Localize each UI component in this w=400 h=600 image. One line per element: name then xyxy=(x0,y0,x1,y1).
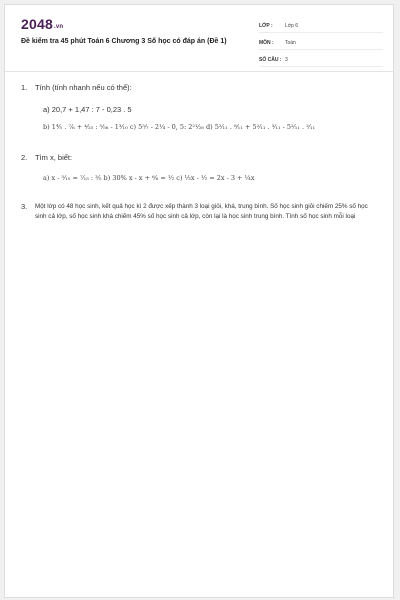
logo-tld: .vn xyxy=(53,24,64,30)
question-number: 3. xyxy=(21,202,28,211)
question-text: Tìm x, biết: xyxy=(35,153,73,162)
site-logo[interactable] xyxy=(21,16,63,32)
meta-row-subject xyxy=(259,36,383,50)
meta-label-class: LỚP : xyxy=(259,22,273,29)
question-1 xyxy=(21,83,381,93)
meta-panel xyxy=(259,19,383,70)
question-1-part-a: a) 20,7 + 1,47 : 7 - 0,23 . 5 xyxy=(43,105,132,114)
meta-value-class: Lớp 6 xyxy=(285,22,299,29)
meta-value-subject: Toán xyxy=(285,39,296,46)
question-1-part-b: b) 1⅘ . ⁷⁄₆ + ⁴⁄₂₅ : ⁵⁄₅₈ - 1³⁄₁₀ c) 5⁵⁄₇ - 2¼ - 0, 5: 2²¹⁄₂₈ d) 5²⁄₁₁ . ⁸⁄₁₁ + 5²⁄₁₁ . ³⁄₁₁ - 5²⁄₁₁ . ²⁄₁₁ xyxy=(43,123,316,131)
question-number: 2. xyxy=(21,153,28,162)
logo-text: 2048 xyxy=(21,16,53,32)
meta-value-count: 3 xyxy=(285,56,288,63)
question-3 xyxy=(21,202,381,222)
question-text: Tính (tính nhanh nếu có thể): xyxy=(35,83,132,92)
question-2-parts: a) x - ⁵⁄₁₀ = ⁷⁄₁₅ : ³⁄₅ b) 30% x - x + ⁶⁄₆ = ½ c) ⅓x - ½ = 2x - 3 + ¼x xyxy=(43,174,255,182)
page-title: Đề kiểm tra 45 phút Toán 6 Chương 3 Số học có đáp án (Đề 1) xyxy=(21,38,227,45)
page-header xyxy=(5,5,393,72)
question-2 xyxy=(21,153,381,163)
meta-row-count xyxy=(259,53,383,67)
questions-list xyxy=(21,83,381,222)
worksheet-page xyxy=(4,4,394,598)
question-text: Một lớp có 48 học sinh, kết quả học kì 2 được xếp thành 3 loại giỏi, khá, trung bình. Số học sinh giỏi chiếm 25% số học sinh cả lớp, số học sinh khá chiếm 45% số học sinh cả lớp, còn lại là học sinh trung bình. Tính số học sinh mỗi loại xyxy=(35,203,368,220)
meta-label-count: SỐ CÂU : xyxy=(259,56,282,63)
question-number: 1. xyxy=(21,83,28,92)
meta-row-class xyxy=(259,19,383,33)
meta-label-subject: MÔN : xyxy=(259,39,274,46)
